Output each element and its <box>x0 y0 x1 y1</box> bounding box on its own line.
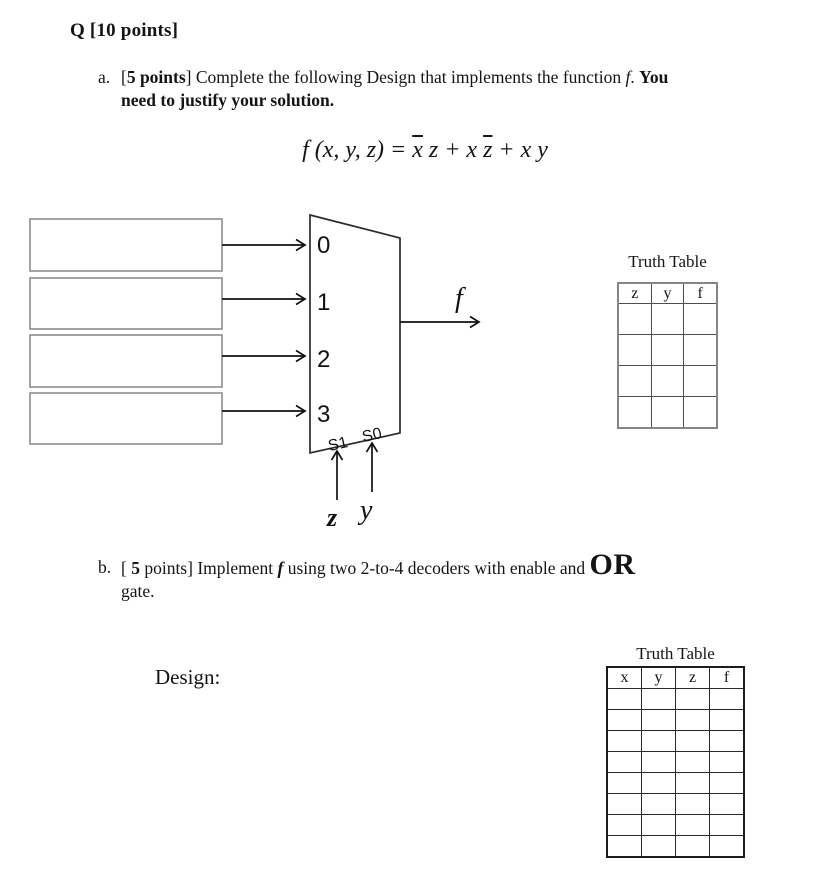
select-signal-y: y <box>360 495 373 526</box>
table-row <box>618 397 717 429</box>
table-row <box>607 752 744 773</box>
empty-cell <box>607 710 642 731</box>
empty-cell <box>618 304 651 335</box>
mux-input-box-0 <box>30 219 222 271</box>
mux-input-box-2 <box>30 335 222 387</box>
truth-table-a-grid <box>617 282 718 429</box>
select-signal-z: z <box>327 503 338 532</box>
empty-cell <box>710 773 745 794</box>
column-header: x <box>607 667 642 689</box>
empty-cell <box>684 335 717 366</box>
text-segment: ] Complete the following Design that implements the function <box>185 67 626 87</box>
text-segment: points] Implement <box>139 558 278 578</box>
table-row <box>607 815 744 836</box>
text-segment: [ <box>121 558 132 578</box>
part-a-marker: a. <box>98 67 111 87</box>
text-segment: $\overline{x}$ <box>412 137 423 163</box>
text-segment: f (x, y, z) = <box>302 137 413 163</box>
table-row <box>607 836 744 858</box>
empty-cell <box>676 836 710 858</box>
empty-cell <box>618 366 651 397</box>
empty-cell <box>642 689 676 710</box>
table-row <box>607 710 744 731</box>
empty-cell <box>676 752 710 773</box>
column-header: f <box>684 283 717 304</box>
part-b-marker: b. <box>98 557 112 577</box>
empty-cell <box>607 752 642 773</box>
table-row <box>618 335 717 366</box>
text-segment: using two 2-to-4 decoders with enable and <box>283 558 590 578</box>
mux-input-label-0: 0 <box>317 232 331 259</box>
empty-cell <box>607 773 642 794</box>
mux-select-pin-s1: S1 <box>326 434 350 456</box>
table-row <box>618 304 717 335</box>
text-segment: + x y <box>492 137 548 163</box>
mux-diagram <box>0 0 500 550</box>
empty-cell <box>676 710 710 731</box>
truth-table-a <box>617 253 718 429</box>
truth-table-a-title: Truth Table <box>628 252 707 271</box>
empty-cell <box>710 836 745 858</box>
mux-input-box-1 <box>30 278 222 329</box>
column-header: f <box>710 667 745 689</box>
output-label-f: f <box>455 283 463 314</box>
empty-cell <box>676 731 710 752</box>
mux-input-label-1: 1 <box>317 289 331 316</box>
empty-cell <box>651 304 684 335</box>
empty-cell <box>684 366 717 397</box>
text-segment: OR <box>589 548 636 581</box>
empty-cell <box>684 397 717 429</box>
mux-select-pin-s0: S0 <box>360 425 384 447</box>
empty-cell <box>618 335 651 366</box>
truth-table-b <box>606 645 745 858</box>
empty-cell <box>642 710 676 731</box>
column-header: z <box>618 283 651 304</box>
empty-cell <box>710 689 745 710</box>
empty-cell <box>710 815 745 836</box>
table-row <box>607 773 744 794</box>
empty-cell <box>642 794 676 815</box>
text-segment: z + x <box>422 137 484 163</box>
table-row <box>607 794 744 815</box>
text-segment: need to justify your solution. <box>121 90 335 110</box>
empty-cell <box>710 731 745 752</box>
text-segment: gate. <box>121 581 155 601</box>
empty-cell <box>676 773 710 794</box>
empty-cell <box>607 794 642 815</box>
empty-cell <box>607 836 642 858</box>
empty-cell <box>607 731 642 752</box>
empty-cell <box>642 773 676 794</box>
empty-cell <box>710 710 745 731</box>
empty-cell <box>642 731 676 752</box>
text-segment: [ <box>121 67 127 87</box>
design-label: Design: <box>155 665 221 689</box>
question-title: Q [10 points] <box>70 20 179 41</box>
empty-cell <box>676 794 710 815</box>
table-row <box>607 731 744 752</box>
empty-cell <box>607 689 642 710</box>
empty-cell <box>676 689 710 710</box>
text-segment: . <box>630 67 640 87</box>
empty-cell <box>651 366 684 397</box>
empty-cell <box>710 794 745 815</box>
text-segment: f <box>277 558 284 578</box>
header-row <box>618 283 717 304</box>
mux-input-box-3 <box>30 393 222 444</box>
text-segment: You <box>639 67 669 87</box>
truth-table-b-grid <box>606 666 745 858</box>
column-header: y <box>651 283 684 304</box>
text-segment: $\overline{z}$ <box>483 137 493 163</box>
table-row <box>607 689 744 710</box>
table-row <box>618 366 717 397</box>
part-b-line2 <box>121 580 803 603</box>
empty-cell <box>710 752 745 773</box>
empty-cell <box>651 397 684 429</box>
truth-table-b-title: Truth Table <box>636 644 715 663</box>
empty-cell <box>642 815 676 836</box>
column-header: y <box>642 667 676 689</box>
part-b-line1 <box>121 548 803 581</box>
empty-cell <box>684 304 717 335</box>
empty-cell <box>676 815 710 836</box>
text-segment: 5 points <box>126 67 186 87</box>
empty-cell <box>618 397 651 429</box>
text-segment: f <box>625 67 631 87</box>
column-header: z <box>676 667 710 689</box>
mux-input-label-3: 3 <box>317 401 331 428</box>
text-segment: 5 <box>131 558 140 578</box>
empty-cell <box>642 836 676 858</box>
part-b-paragraph <box>98 548 803 603</box>
empty-cell <box>651 335 684 366</box>
mux-input-label-2: 2 <box>317 346 331 373</box>
empty-cell <box>642 752 676 773</box>
header-row <box>607 667 744 689</box>
empty-cell <box>607 815 642 836</box>
